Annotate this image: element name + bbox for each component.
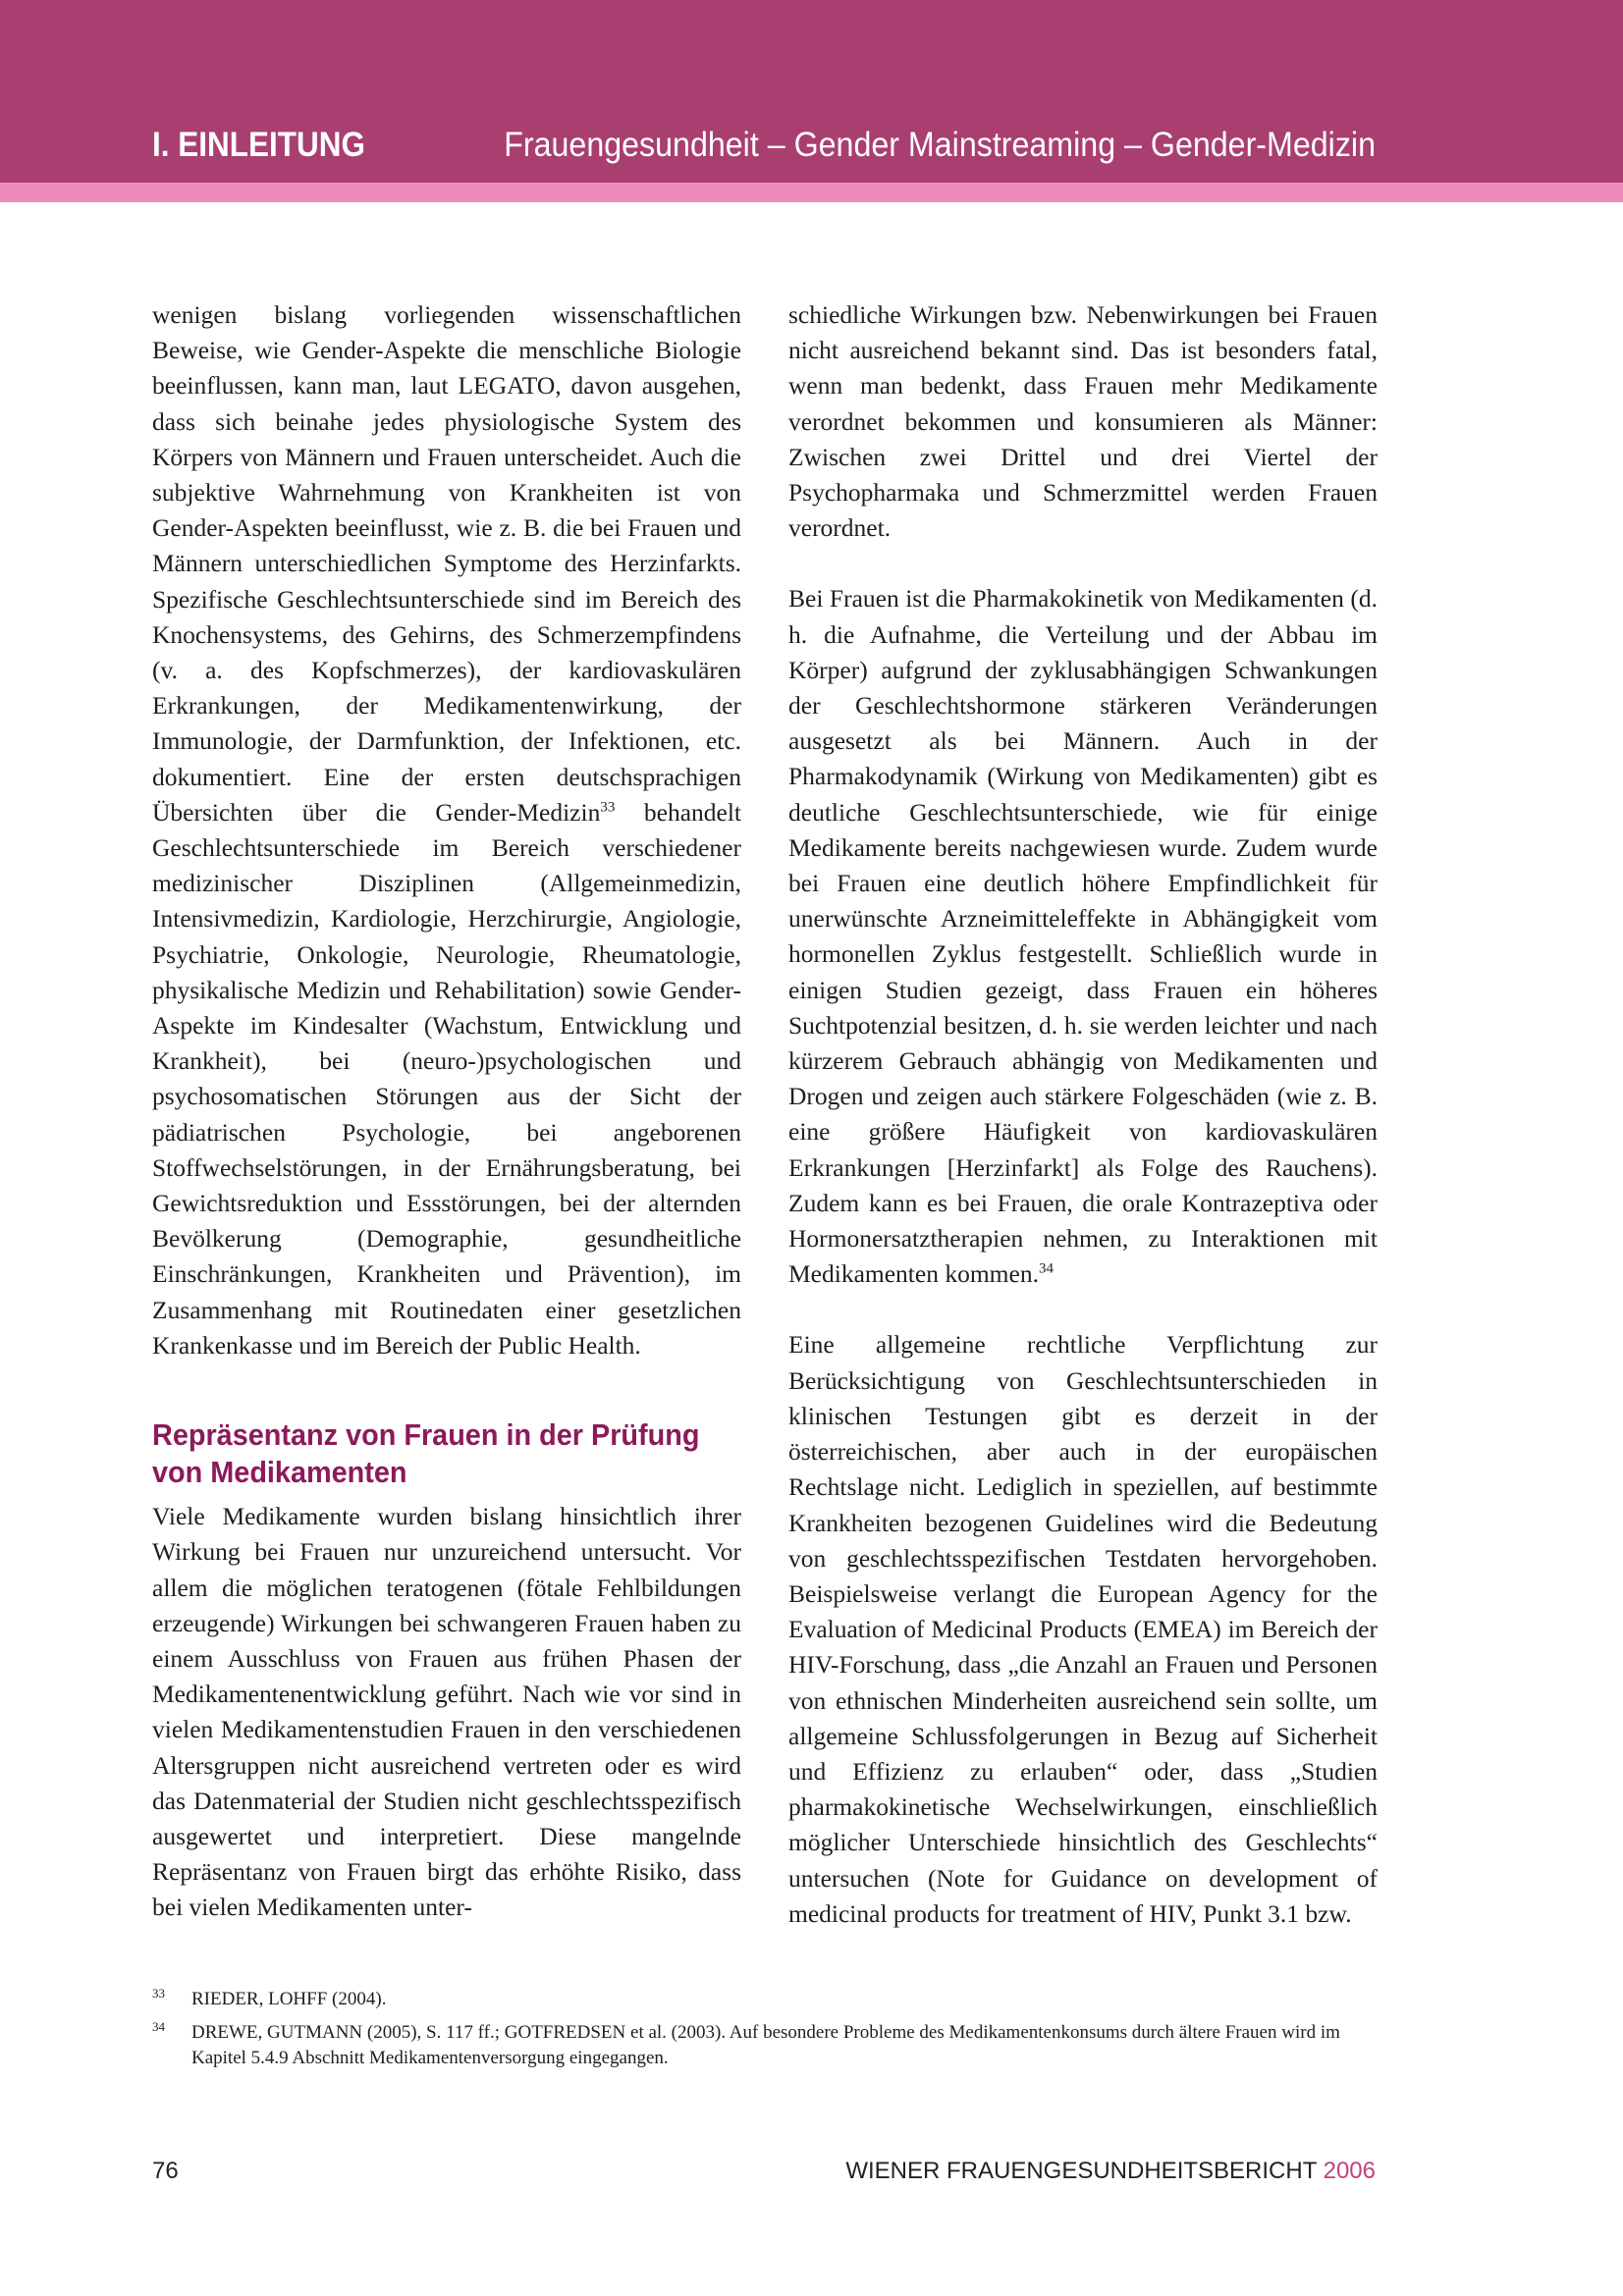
paragraph: Bei Frauen ist die Pharmakokinetik von Medikamenten (d. h. die Aufnahme, die Verteilung und der Abbau im Körper) aufgrund der zyklusabhängigen Schwankungen der Geschlechtshormone stärkeren Veränderungen ausgesetzt als bei Männern. Auch in der Pharmakodynamik (Wirkung von Medikamenten) gibt es deutliche Geschlechtsunterschiede, wie für einige Medikamente bereits nachgewiesen wurde. Zudem wurde bei Frauen eine deutlich höhere Empfindlichkeit für unerwünschte Arzneimitteleffekte in Abhängigkeit vom hormonellen Zyklus festgestellt. Schließlich wurde in einigen Studien gezeigt, dass Frauen ein höheres Suchtpotenzial besitzen, d. h. sie werden leichter und nach kürzerem Gebrauch abhängig von Medikamenten und Drogen und zeigen auch stärkere Folgeschäden (wie z. B. eine größere Häufigkeit von kardiovaskulären Erkrankungen [Herzinfarkt] als Folge des Rauchens). Zudem kann es bei Frauen, die orale Kontrazeptiva oder Hormonersatztherapien nehmen, zu Interaktionen mit Medikamenten kommen.$^{34}$ (788, 584, 1378, 1289)
footnote-text: RIEDER, LOHFF (2004). (191, 1989, 387, 2009)
left-column (152, 297, 741, 1926)
paragraph: schiedliche Wirkungen bzw. Nebenwirkungen bei Frauen nicht ausreichend bekannt sind. Das ist besonders fatal, wenn man bedenkt, dass Frauen mehr Medikamente verordnet bekommen und konsumieren als Männer: Zwischen zwei Drittel und drei Viertel der Psychopharmaka und Schmerzmittel werden Frauen verordnet. (788, 300, 1378, 543)
footnotes (152, 1987, 1378, 2071)
footnote (152, 1987, 1378, 2012)
footnote-text: DREWE, GUTMANN (2005), S. 117 ff.; GOTFREDSEN et al. (2003). Auf besondere Probleme des Medikamentenkonsums durch ältere Frauen wird im Kapitel 5.4.9 Abschnitt Medikamentenversorgung eingegangen. (191, 2022, 1340, 2068)
page-number: 76 (152, 2158, 179, 2184)
chapter-label: I. EINLEITUNG (152, 126, 366, 164)
footer-year: 2006 (1323, 2158, 1376, 2184)
section-heading: Repräsentanz von Frauen in der Prüfung von Medikamenten (152, 1417, 700, 1490)
footer-title: WIENER FRAUENGESUNDHEITSBERICHT 2006 (845, 2158, 1376, 2184)
right-column (788, 297, 1378, 1932)
header-stripe (0, 183, 1623, 202)
footnote-ref-33[interactable]: 33 (600, 799, 616, 816)
paragraph: Viele Medikamente wurden bislang hinsichtlich ihrer Wirkung bei Frauen nur unzureichend untersucht. Vor allem die möglichen teratogenen (fötale Fehlbildungen erzeugende) Wirkungen bei schwangeren Frauen haben zu einem Ausschluss von Frauen aus frühen Phasen der Medikamentenentwicklung geführt. Nach wie vor sind in vielen Medikamentenstudien Frauen in den verschiedenen Altersgruppen nicht ausreichend vertreten oder es wird das Datenmaterial der Studien nicht geschlechtsspezifisch ausgewertet und interpretiert. Diese mangelnde Repräsentanz von Frauen birgt das erhöhte Risiko, dass bei vielen Medikamenten unter- (152, 1502, 741, 1922)
paragraph: wenigen bislang vorliegenden wissenschaftlichen Beweise, wie Gender-Aspekte die menschliche Biologie beeinflussen, kann man, laut LEGATO, davon ausgehen, dass sich beinahe jedes physiologische System des Körpers von Männern und Frauen unterscheidet. Auch die subjektive Wahrnehmung von Krankheiten ist von Gender-Aspekten beeinflusst, wie z. B. die bei Frauen und Männern unterschiedlichen Symptome des Herzinfarkts. Spezifische Geschlechtsunterschiede sind im Bereich des Knochensystems, des Gehirns, des Schmerzempfindens (v. a. des Kopfschmerzes), der kardiovaskulären Erkrankungen, der Medikamentenwirkung, der Immunologie, der Darmfunktion, der Infektionen, etc. dokumentiert. Eine der ersten deutschsprachigen Übersichten über die Gender-Medizin$^{33}$ behandelt Geschlechtsunterschiede im Bereich verschiedener medizinischer Disziplinen (Allgemeinmedizin, Intensivmedizin, Kardiologie, Herzchirurgie, Angiologie, Psychiatrie, Onkologie, Neurologie, Rheumatologie, physikalische Medizin und Rehabilitation) sowie Gender-Aspekte im Kindesalter (Wachstum, Entwicklung und Krankheit), bei (neuro-)psychologischen und psychosomatischen Störungen aus der Sicht der pädiatrischen Psychologie, bei angeborenen Stoffwechselstörungen, in der Ernährungsberatung, bei Gewichtsreduktion und Essstörungen, bei der alternden Bevölkerung (Demographie, gesundheitliche Einschränkungen, Krankheiten und Prävention), im Zusammenhang mit Routinedaten einer gesetzlichen Krankenkasse und im Bereich der Public Health. (152, 300, 742, 1360)
running-title: Frauengesundheit – Gender Mainstreaming – Gender-Medizin (504, 126, 1376, 164)
footnote-number: 33 (152, 1986, 165, 2001)
footnote-number: 34 (152, 2019, 165, 2034)
footnote (152, 2020, 1378, 2071)
footnote-ref-34[interactable]: 34 (1038, 1260, 1054, 1277)
paragraph: Eine allgemeine rechtliche Verpflichtung zur Berücksichtigung von Geschlechtsunterschieden in klinischen Testungen gibt es derzeit in der österreichischen, aber auch in der europäischen Rechtslage nicht. Lediglich in speziellen, auf bestimmte Krankheiten bezogenen Guidelines wird die Bedeutung von geschlechtsspezifischen Testdaten hervorgehoben. Beispielsweise verlangt die European Agency for the Evaluation of Medicinal Products (EMEA) im Bereich der HIV-Forschung, dass „die Anzahl an Frauen und Personen von ethnischen Minderheiten ausreichend sein sollte, um allgemeine Schlussfolgerungen in Bezug auf Sicherheit und Effizienz zu erlauben“ oder, dass „Studien pharmakokinetische Wechselwirkungen, einschließlich möglicher Unterschiede hinsichtlich des Geschlechts“ untersuchen (Note for Guidance on development of medicinal products for treatment of HIV, Punkt 3.1 bzw. (788, 1330, 1378, 1928)
